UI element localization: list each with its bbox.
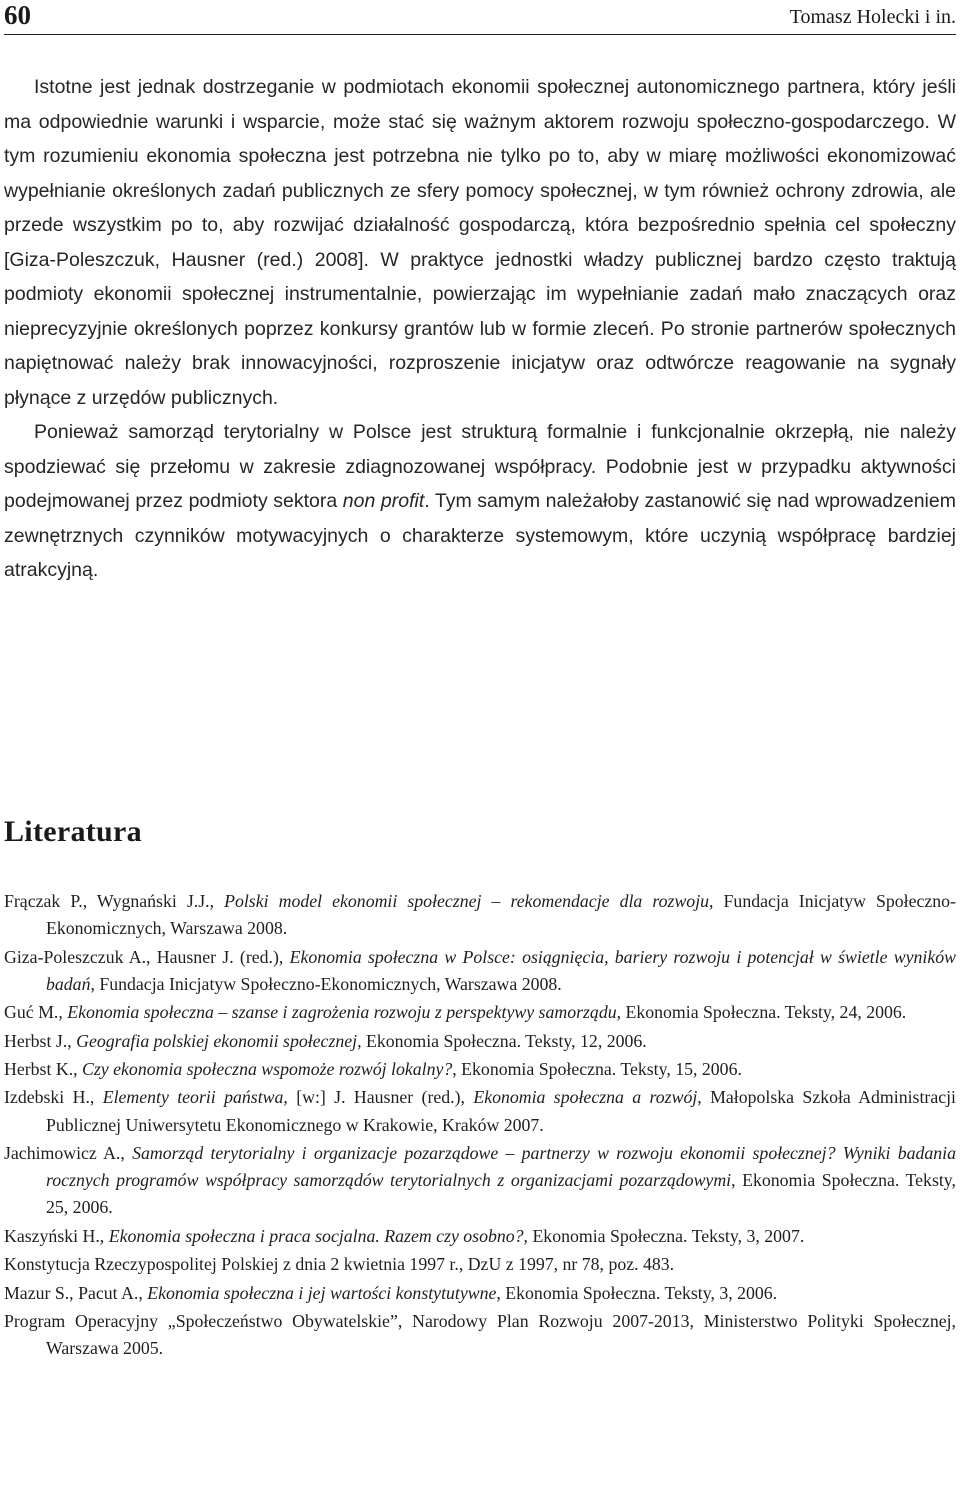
reference-author: Program Operacyjny „Społeczeństwo Obywatelskie”, Narodowy Plan Rozwoju 2007-2013, Ministerstwo Polityki Społecznej, Warszawa 2005. (4, 1310, 956, 1359)
reference-author: Frączak P., Wygnański J.J., (4, 891, 225, 911)
section-title: Literatura (4, 815, 142, 848)
reference-title: Ekonomia społeczna – szanse i zagrożenia rozwoju z perspektywy samorządu (67, 1002, 617, 1023)
reference-title: Geografia polskiej ekonomii społecznej (76, 1030, 358, 1051)
reference-source: , Małopolska Szkoła Administracji Publicznej Uniwersytetu Ekonomicznego w Krakowie, Kraków 2007. (46, 1087, 956, 1135)
reference-source: , Ekonomia Społeczna. Teksty, 15, 2006. (452, 1058, 742, 1079)
reference-source: , Ekonomia Społeczna. Teksty, 3, 2007. (523, 1225, 805, 1246)
reference-author: Herbst J., (4, 1030, 77, 1051)
reference-source: , Ekonomia Społeczna. Teksty, 3, 2006. (496, 1282, 778, 1303)
page-number: 60 (4, 0, 31, 30)
reference-entry (4, 1308, 956, 1362)
reference-source: , Ekonomia Społeczna. Teksty, 24, 2006. (616, 1002, 907, 1023)
paragraph-text: . Tym samym należałoby zastanowić się nad wprowadzeniem zewnętrznych czynników motywacyjnych o charakterze systemowym, które uczynią współpracę bardziej atrakcyjną. (4, 490, 956, 581)
reference-source: , Fundacja Inicjatyw Społeczno-Ekonomicznych, Warszawa 2008. (46, 891, 956, 939)
reference-entry (4, 999, 956, 1026)
paragraph-text: Ponieważ samorząd terytorialny w Polsce jest strukturą formalnie i funkcjonalnie okrzepłą, nie należy spodziewać się przełomu w zakresie zdiagnozowanej współpracy. Podobnie jest w przypadku aktywności podejmowanej przez podmioty sektora (4, 421, 956, 512)
reference-title: Elementy teorii państwa (102, 1087, 284, 1108)
page-header (4, 0, 956, 35)
reference-author: Giza-Poleszczuk A., Hausner J. (red.), (4, 946, 290, 967)
reference-entry (4, 1251, 956, 1278)
reference-source: , Ekonomia Społeczna. Teksty, 25, 2006. (46, 1170, 956, 1218)
reference-author: Izdebski H., (4, 1087, 103, 1108)
reference-entry (4, 944, 956, 998)
reference-entry (4, 1140, 956, 1222)
reference-author: Herbst K., (4, 1058, 83, 1079)
reference-title: Ekonomia społeczna w Polsce: osiągnięcia, bariery rozwoju i potencjał w świetle wyników badań (46, 946, 956, 994)
reference-source: , [w:] J. Hausner (red.), (283, 1087, 474, 1108)
reference-author: Konstytucja Rzeczypospolitej Polskiej z dnia 2 kwietnia 1997 r., DzU z 1997, nr 78, poz. 483. (4, 1254, 675, 1275)
reference-author: Kaszyński H., (4, 1225, 109, 1246)
reference-entry (4, 1084, 956, 1138)
reference-title: Samorząd terytorialny i organizacje pozarządowe – partnerzy w rozwoju ekonomii społecznej? Wyniki badania rocznych programów współpracy samorządów terytorialnych z organizacjami pozarządowymi (46, 1142, 956, 1191)
reference-source: , Fundacja Inicjatyw Społeczno-Ekonomicznych, Warszawa 2008. (90, 973, 562, 994)
paragraph (4, 70, 956, 415)
reference-entry (4, 1223, 956, 1250)
reference-entry (4, 1280, 956, 1307)
reference-entry (4, 888, 956, 942)
body-text (4, 70, 956, 588)
reference-author: Jachimowicz A., (4, 1142, 133, 1163)
running-head: Tomasz Holecki i in. (789, 6, 956, 28)
italic-term: non profit (342, 490, 425, 512)
reference-source: , Ekonomia Społeczna. Teksty, 12, 2006. (357, 1030, 647, 1051)
paragraph-text: Istotne jest jednak dostrzeganie w podmiotach ekonomii społecznej autonomicznego partnera, który jeśli ma odpowiednie warunki i wsparcie, może stać się ważnym aktorem rozwoju społeczno-gospodarczego. W tym rozumieniu ekonomia społeczna jest potrzebna nie tylko po to, aby w miarę możliwości ekonomizować wypełnianie określonych zadań publicznych ze sfery pomocy społecznej, w tym również ochrony zdrowia, ale przede wszystkim po to, aby rozwijać działalność gospodarczą, która bezpośrednio spełnia cel społeczny [Giza-Poleszczuk, Hausner (red.) 2008]. W praktyce jednostki władzy publicznej bardzo często traktują podmioty ekonomii społecznej instrumentalnie, powierzając im wypełnianie zadań mało znaczących oraz nieprecyzyjnie określonych poprzez konkursy grantów lub w formie zleceń. Po stronie partnerów społecznych napiętnować należy brak innowacyjności, rozproszenie inicjatyw oraz odtwórcze reagowanie na sygnały płynące z urzędów publicznych. (4, 76, 956, 409)
reference-author: Mazur S., Pacut A., (4, 1282, 148, 1303)
reference-title: Ekonomia społeczna a rozwój (473, 1087, 698, 1108)
reference-title: Ekonomia społeczna i praca socjalna. Razem czy osobno? (108, 1225, 524, 1246)
reference-list (4, 888, 956, 1364)
reference-entry (4, 1056, 956, 1083)
reference-author: Guć M., (4, 1002, 68, 1023)
reference-entry (4, 1028, 956, 1055)
reference-title: Czy ekonomia społeczna wspomoże rozwój lokalny? (82, 1058, 453, 1079)
reference-title: Polski model ekonomii społecznej – rekomendacje dla rozwoju (224, 891, 710, 911)
reference-title: Ekonomia społeczna i jej wartości konstytutywne (147, 1282, 497, 1303)
paragraph (4, 415, 956, 588)
